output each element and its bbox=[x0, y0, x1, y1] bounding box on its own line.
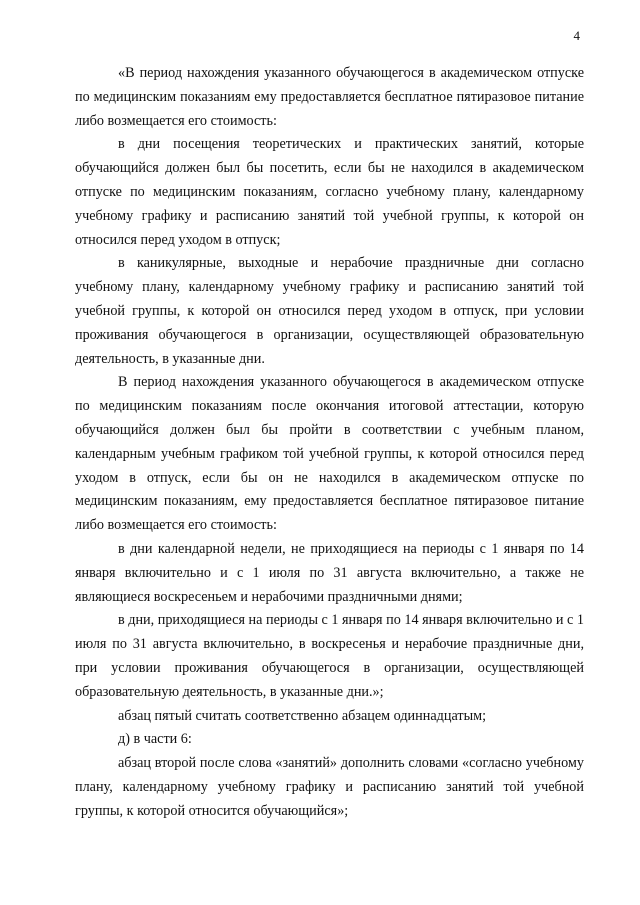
paragraph: д) в части 6: bbox=[118, 731, 192, 748]
paragraph: В период нахождения указанного обучающегося в академическом отпуске по медицинским показаниям после окончания итоговой аттестации, которую обучающийся должен был бы пройти в соответствии с учебным планом, календарным учебным графиком той учебной группы, к которой относился перед уходом в отпуск, если бы он не находился в академическом отпуске по медицинским показаниям, ему предоставляется бесплатное пятиразовое питание либо возмещается его стоимость: bbox=[75, 374, 584, 534]
paragraph: абзац пятый считать соответственно абзацем одиннадцатым; bbox=[118, 707, 487, 724]
paragraph: в дни, приходящиеся на периоды с 1 января по 14 января включительно и с 1 июля по 31 августа включительно, в воскресенья и нерабочие праздничные дни, при условии проживания обучающегося в организации, осуществляющей образовательную деятельность, в указанные дни.»; bbox=[75, 612, 584, 700]
paragraph: в дни календарной недели, не приходящиеся на периоды с 1 января по 14 января включительно и с 1 июля по 31 августа включительно, а также не являющиеся воскресеньем и нерабочими праздничными днями; bbox=[75, 540, 584, 605]
paragraph: «В период нахождения указанного обучающегося в академическом отпуске по медицинским показаниям ему предоставляется бесплатное пятиразовое питание либо возмещается его стоимость: bbox=[75, 65, 584, 129]
paragraph: в каникулярные, выходные и нерабочие праздничные дни согласно учебному плану, календарному учебному графику и расписанию занятий той учебной группы, к которой он относился перед уходом в отпуск, при условии проживания обучающегося в организации, осуществляющей образовательную деятельность, в указанные дни. bbox=[75, 255, 584, 367]
paragraph: абзац второй после слова «занятий» дополнить словами «согласно учебному плану, календарному учебному графику и расписанию занятий той учебной группы, к которой относится обучающийся»; bbox=[75, 755, 584, 819]
paragraph: в дни посещения теоретических и практических занятий, которые обучающийся должен был бы посетить, если бы не находился в академическом отпуске по медицинским показаниям, согласно учебному плану, календарному учебному графику и расписанию занятий той учебной группы, к которой он относился перед уходом в отпуск; bbox=[75, 136, 584, 248]
document-body bbox=[75, 62, 584, 824]
page-number: 4 bbox=[573, 28, 580, 43]
